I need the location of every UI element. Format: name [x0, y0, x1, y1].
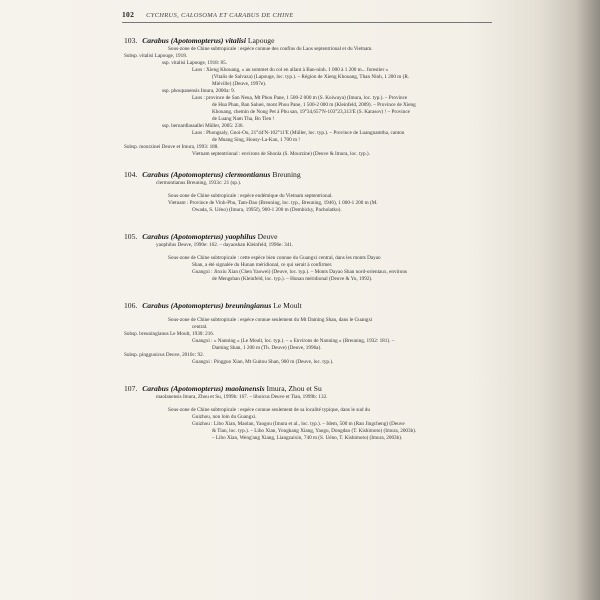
entry-line: ssp. vitalisi Lapouge, 1918: 85.	[162, 60, 227, 66]
entry-line: central.	[192, 324, 208, 330]
entry-line: Sous-zone de Chine subtropicale : cette espèce bien connue du Guangxi central, dans les monts Dayao	[168, 255, 381, 261]
entry-line: de Hua Phan, Ban Saluei, mont Phou Pane, 1 500-2 000 m (Kleinfeld, 2009). – Province de Xieng	[212, 102, 416, 108]
species-entry-103	[124, 36, 496, 158]
entry-number: 106.	[124, 301, 138, 310]
entry-line: de Mengshan (Kleinfeld, loc. typ.). – Hunan méridional (Deuve & Yu, 1992).	[212, 276, 373, 282]
entry-line: Guangxi : « Nanning » (Le Moult, loc. typ.). – « Environs de Nanning » (Breuning, 1932: 181). –	[192, 338, 395, 344]
entry-line: ssp. phoupanensis Imura, 2000a: 9.	[162, 88, 236, 94]
entry-line: Shan, a été signalée du Hunan méridional, ce qui serait à confirmer.	[192, 262, 333, 268]
entry-line: Subsp. breuningianus Le Moult, 1930: 216.	[124, 331, 215, 337]
entry-line: Guangxi : Jinxiu Xian (Chen Yaowei) (Deuve, loc. typ.). – Monts Dayao Shan nord-orientaux, environs	[192, 269, 407, 275]
entry-line: Sous-zone de Chine subtropicale : espèce connue des confins du Laos septentrional et du Vietnam.	[168, 46, 373, 52]
entry-line: Vietnam : Province de Vinh-Phu, Tam-Dao (Breuning, loc. typ., Breuning, 1946), 1 000-1 200 m (M.	[168, 200, 378, 206]
entry-line: yaophilus Deuve, 1990e: 162. – dayaoshan Kleinfeld, 1996e: 341.	[156, 242, 294, 248]
taxon-author: Le Moult	[273, 301, 302, 310]
entry-line: Laos : Phongsaly, Gnoi-Ou, 21°44'N-102°11'E (Müller, loc. typ.). – Province de Luangnamtha, canton	[192, 130, 405, 136]
entry-line: Vietnam septentrional : environs de Shonla (S. Mourzine) (Deuve & Imura, loc. typ.).	[192, 151, 370, 157]
entry-title	[124, 301, 496, 311]
entry-number: 105.	[124, 232, 138, 241]
entry-number: 104.	[124, 170, 138, 179]
entry-line: Daming Shan, 1 200 m (Th. Deuve) (Deuve, 1996a).	[212, 345, 322, 351]
taxon-author: Breuning	[272, 170, 301, 179]
taxon-author: Imura, Zhou et Su	[266, 384, 322, 393]
entry-line: de Luang Nam Tha, Bo Tien !	[212, 116, 275, 122]
entry-line: Laos : Xieng Khouang, « au sommet du col en allant à Ban-ninh. 1 000 à 1 200 m... forestier »	[192, 67, 389, 73]
entry-line: clermontianus Breuning, 1933c: 21 (sp.).	[156, 180, 242, 186]
species-entry-106	[124, 301, 496, 366]
entry-line: & Tian, loc. typ.). – Libo Xian, Yongkang Xiang, Yaogu, Dongdao (T. Kishimoto) (Imura, 2003b).	[212, 428, 417, 434]
entry-title	[124, 232, 496, 242]
page-header	[122, 10, 472, 19]
entry-line: Khouang, chemin de Nong Pet à Phu san, 19°34,657'N-103°23,313'E (S. Karasov) ! – Province	[212, 109, 410, 115]
running-title: CYCHRUS, CALOSOMA ET CARABUS DE CHINE	[146, 12, 294, 19]
taxon-name: Carabus (Apotomopterus) yaophilus	[142, 232, 256, 241]
entry-line: Sous-zone de Chine subtropicale : espèce connue seulement du Mt Daming Shan, dans le Guangxi	[168, 317, 373, 323]
entry-line: – Libo Xian, Weng'ang Xiang, Liangzaixin, 740 m (S. Uéno, T. Kishimoto) (Imura, 2003b).	[212, 435, 403, 441]
entry-line: Sous-zone de Chine subtropicale : espèce endémique du Vietnam septentrional.	[168, 193, 333, 199]
entry-line: Guizhou, non loin du Guangxi.	[192, 414, 257, 420]
entry-line: maolanensis Imura, Zhou et Su, 1999b: 167. – liboicus Deuve et Tian, 1999b: 132.	[156, 394, 328, 400]
page-content	[124, 36, 496, 442]
entry-line: Owada, S. Uéno) (Imura, 1995f), 900-1 200 m (Dembicky, Pacholatko).	[192, 207, 342, 213]
entry-line: Laos : province de San Neua, Mt Phou Pane, 1 500-2 000 m (S. Koiwaya) (Imura, loc. typ.). – Province	[192, 95, 408, 101]
entry-number: 107.	[124, 384, 138, 393]
taxon-author: Lapouge	[247, 36, 275, 45]
header-rule	[122, 22, 492, 23]
entry-line: Miéville) (Deuve, 1997e).	[212, 81, 267, 87]
entry-line: Subsp. vitalisi Lapouge, 1918.	[124, 53, 188, 59]
taxon-author: Deuve	[257, 232, 278, 241]
page-number: 102	[122, 10, 135, 19]
taxon-name: Carabus (Apotomopterus) clermontianus	[142, 170, 271, 179]
entry-title	[124, 170, 496, 180]
entry-line: Subsp. pingguoicus Deuve, 2010c: 92.	[124, 352, 204, 358]
species-entry-107	[124, 384, 496, 442]
entry-number: 103.	[124, 36, 138, 45]
entry-line: ssp. bernardlassallei Müller, 2005: 236.	[162, 123, 244, 129]
entry-title	[124, 36, 496, 46]
entry-line: Sous-zone de Chine subtropicale : espèce connue seulement de sa localité typique, dans le sud du	[168, 407, 370, 413]
entry-line: (Vitalis de Salvaza) (Lapouge, loc. typ.). – Région de Xieng Khouang, Than Ninh, 1 200 m (R.	[212, 74, 410, 80]
taxon-name: Carabus (Apotomopterus) vitalisi	[142, 36, 246, 45]
entry-line: Guizhou : Libo Xian, Maolan, Yaogou (Imura et al., loc. typ.). – Idem, 500 m (Ran Jingcheng) (Deuve	[192, 421, 405, 427]
species-entry-104	[124, 170, 496, 214]
taxon-name: Carabus (Apotomopterus) maolanensis	[142, 384, 265, 393]
entry-line: Guangxi : Pingguo Xian, Mt Guitou Shan, 900 m (Deuve, loc. typ.).	[192, 359, 334, 365]
entry-line: de Muang Sing, Housy-La-Kan, 1 700 m !	[212, 137, 301, 143]
species-entry-105	[124, 232, 496, 283]
taxon-name: Carabus (Apotomopterus) breuningianus	[142, 301, 272, 310]
entry-title	[124, 384, 496, 394]
entry-line: Subsp. mourzinei Deuve et Imura, 1993: 188.	[124, 144, 219, 150]
